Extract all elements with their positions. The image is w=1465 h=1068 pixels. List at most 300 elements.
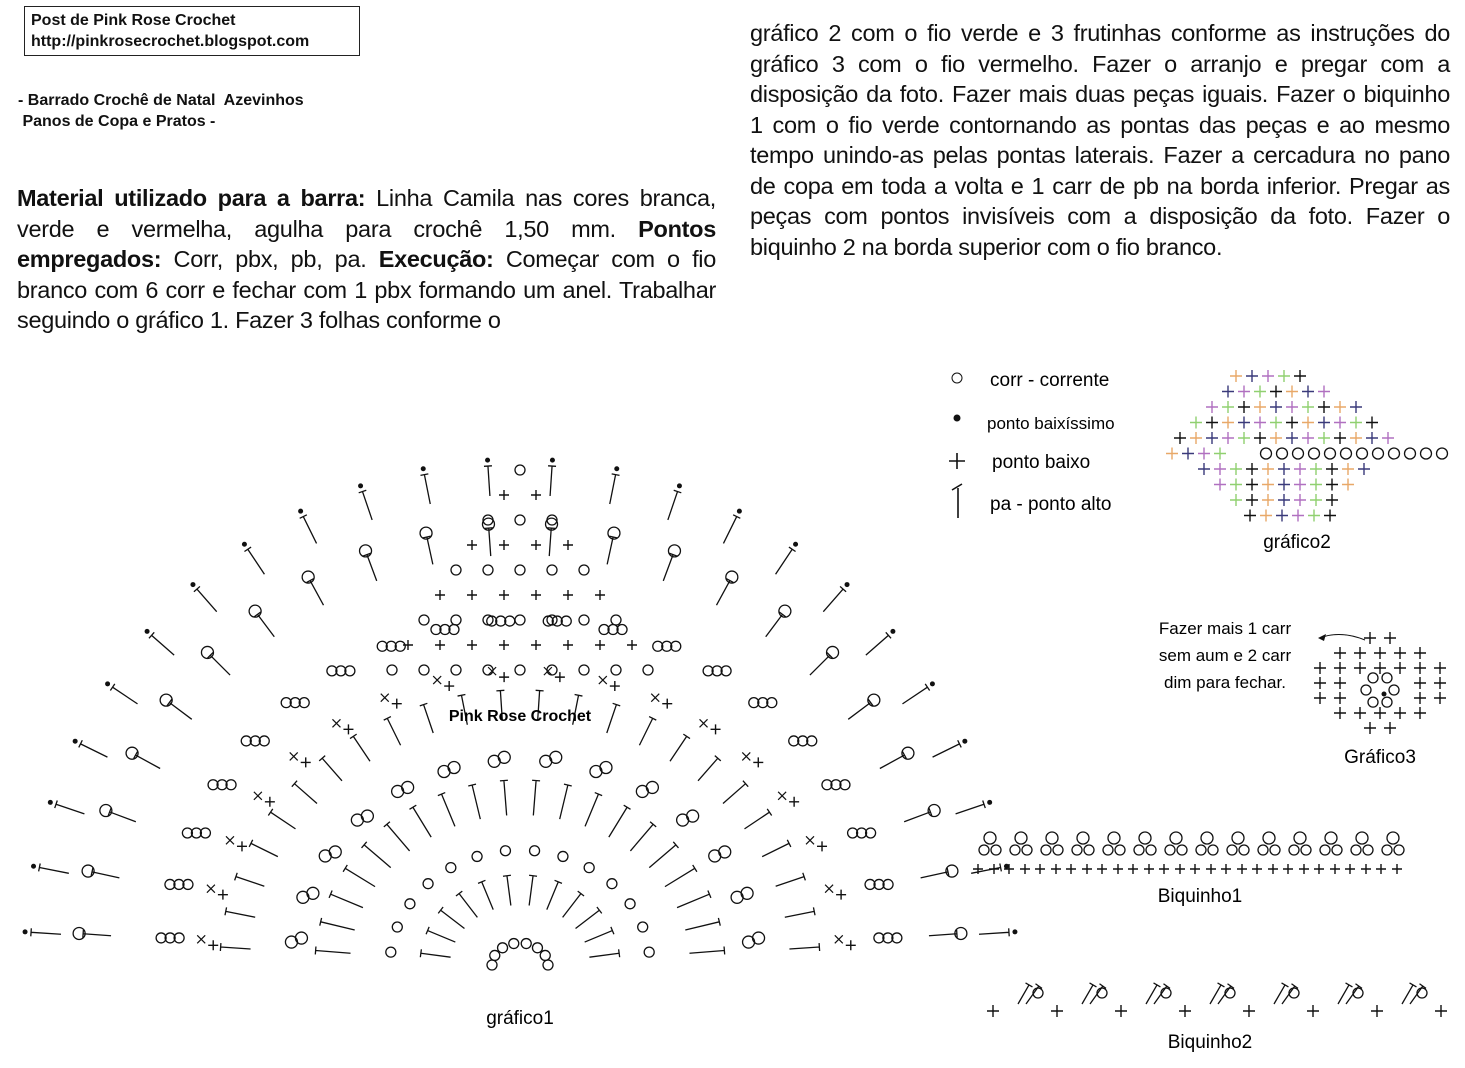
chain-stitch	[1382, 697, 1392, 707]
single-crochet-stitch	[662, 699, 672, 709]
single-crochet-stitch	[1374, 662, 1386, 674]
cross-stitch	[207, 885, 215, 893]
chain-stitch	[498, 751, 510, 763]
single-crochet-stitch	[1113, 864, 1123, 874]
double-crochet-stitch	[668, 490, 681, 520]
chain-stitch	[392, 922, 402, 932]
single-crochet-stitch	[1326, 494, 1338, 506]
cross-stitch	[651, 694, 659, 702]
double-crochet-stitch	[563, 891, 584, 917]
chain-stitch	[1341, 448, 1352, 459]
double-crochet-stitch	[420, 474, 430, 504]
double-crochet-stitch	[149, 632, 174, 655]
single-crochet-stitch	[1414, 677, 1426, 689]
double-crochet-stitch	[268, 809, 295, 829]
single-crochet-stitch	[1238, 386, 1250, 398]
slip-stitch	[23, 929, 28, 934]
chain-stitch	[1351, 845, 1361, 855]
single-crochet-stitch	[1318, 432, 1330, 444]
single-crochet-stitch	[1260, 510, 1272, 522]
chain-stitch	[991, 845, 1001, 855]
chain-stitch	[201, 646, 213, 658]
single-crochet-stitch	[1128, 864, 1138, 874]
double-crochet-stitch	[79, 740, 108, 757]
double-crochet-stitch	[979, 928, 1009, 936]
double-crochet-stitch	[456, 891, 477, 917]
chain-stitch	[515, 615, 525, 625]
single-crochet-stitch	[1278, 494, 1290, 506]
single-crochet-stitch	[435, 640, 445, 650]
single-crochet-stitch	[1334, 662, 1346, 674]
chain-stitch	[584, 863, 594, 873]
single-crochet-stitch	[1308, 510, 1320, 522]
single-crochet-stitch	[1392, 864, 1402, 874]
chain-stitch	[1263, 832, 1275, 844]
double-crochet-stitch	[560, 784, 572, 819]
single-crochet-stitch	[595, 590, 605, 600]
chain-stitch	[1389, 685, 1399, 695]
slip-stitch	[242, 542, 247, 547]
single-crochet-stitch	[1394, 647, 1406, 659]
single-crochet-stitch	[1334, 432, 1346, 444]
single-crochet-stitch	[1376, 864, 1386, 874]
double-crochet-stitch	[929, 930, 957, 938]
chain-stitch	[515, 565, 525, 575]
single-crochet-stitch	[595, 640, 605, 650]
single-crochet-stitch	[1174, 432, 1186, 444]
pontos-label: Pontos empregados:	[17, 215, 716, 272]
cross-stitch	[599, 676, 607, 684]
chain-stitch	[1309, 448, 1320, 459]
chain-stitch	[295, 932, 307, 944]
chain-stitch	[607, 879, 617, 889]
single-crochet-stitch	[1334, 692, 1346, 704]
chain-stitch	[329, 846, 341, 858]
single-crochet-stitch	[1330, 864, 1340, 874]
double-crochet-stitch	[319, 756, 342, 781]
single-crochet-stitch	[1310, 463, 1322, 475]
single-crochet-stitch	[1294, 479, 1306, 491]
chain-stitch	[979, 845, 989, 855]
single-crochet-stitch	[1294, 370, 1306, 382]
double-crochet-icon	[952, 484, 962, 518]
chain-stitch	[1146, 845, 1156, 855]
double-crochet-stitch	[698, 756, 721, 781]
single-crochet-stitch	[1270, 417, 1282, 429]
double-crochet-stitch	[532, 780, 540, 815]
double-crochet-stitch	[500, 780, 508, 815]
double-crochet-stitch	[110, 684, 137, 704]
chain-stitch	[1022, 845, 1032, 855]
single-crochet-stitch	[467, 540, 477, 550]
chain-stitch	[646, 781, 658, 793]
chain-stitch	[1010, 845, 1020, 855]
double-crochet-stitch	[220, 943, 250, 951]
single-crochet-stitch	[1361, 864, 1371, 874]
slip-stitch	[793, 542, 798, 547]
single-crochet-stitch	[1286, 401, 1298, 413]
chain-stitch	[1382, 673, 1392, 683]
double-crochet-stitch	[292, 781, 317, 804]
grafico2-label: gráfico2	[1263, 532, 1331, 553]
double-crochet-stitch	[83, 930, 111, 938]
single-crochet-stitch	[1244, 510, 1256, 522]
single-crochet-stitch	[1314, 677, 1326, 689]
single-crochet-stitch	[1314, 662, 1326, 674]
chain-stitch	[611, 615, 621, 625]
single-crochet-stitch	[1354, 647, 1366, 659]
single-crochet-stitch	[1334, 417, 1346, 429]
watermark: Pink Rose Crochet	[448, 708, 592, 725]
single-crochet-stitch	[1262, 370, 1274, 382]
single-crochet-stitch	[753, 757, 763, 767]
slip-stitch	[962, 739, 967, 744]
double-crochet-stitch	[478, 880, 493, 909]
single-crochet-stitch	[1066, 864, 1076, 874]
chain-stitch	[1293, 448, 1304, 459]
double-crochet-stitch	[420, 703, 433, 733]
single-crochet-stitch	[1254, 401, 1266, 413]
chain-stitch	[448, 762, 460, 774]
chain-stitch	[1170, 832, 1182, 844]
single-crochet-stitch	[1254, 432, 1266, 444]
single-crochet-stitch	[1051, 864, 1061, 874]
slip-stitch	[190, 582, 195, 587]
single-crochet-stitch	[467, 590, 477, 600]
single-crochet-stitch	[1435, 1005, 1447, 1017]
chain-stitch	[719, 846, 731, 858]
single-crochet-stitch	[1278, 370, 1290, 382]
grafico3-note	[1159, 619, 1365, 692]
cross-stitch	[742, 752, 750, 760]
double-crochet-stitch	[609, 805, 631, 837]
single-crochet-stitch	[1286, 386, 1298, 398]
chain-stitch	[1289, 845, 1299, 855]
single-crochet-stitch	[499, 590, 509, 600]
chain-stitch	[451, 665, 461, 675]
chain-stitch	[741, 887, 753, 899]
chain-stitch	[1208, 845, 1218, 855]
chain-stitch	[530, 846, 540, 856]
single-crochet-stitch	[1342, 479, 1354, 491]
single-crochet-stitch	[1414, 662, 1426, 674]
chain-stitch	[1356, 832, 1368, 844]
slip-stitch	[845, 582, 850, 587]
double-crochet-stitch	[933, 740, 962, 757]
single-crochet-stitch	[1246, 479, 1258, 491]
legend	[949, 370, 1115, 518]
single-crochet-stitch	[1318, 417, 1330, 429]
double-crochet-stitch	[744, 809, 771, 829]
cross-stitch	[226, 836, 234, 844]
single-crochet-stitch	[1166, 448, 1178, 460]
credit-line: Post de Pink Rose Crochet	[31, 12, 236, 29]
chain-stitch	[1361, 685, 1371, 695]
single-crochet-stitch	[563, 540, 573, 550]
double-crochet-stitch	[677, 891, 711, 908]
chain-stitch	[1165, 845, 1175, 855]
double-crochet-stitch	[607, 536, 617, 564]
chain-stitch	[1270, 845, 1280, 855]
single-crochet-stitch	[1198, 448, 1210, 460]
chain-stitch	[515, 515, 525, 525]
biquinho2-chart	[987, 983, 1465, 1017]
chain-stitch	[1325, 448, 1336, 459]
chain-stitch	[1134, 845, 1144, 855]
single-crochet-stitch	[1190, 417, 1202, 429]
execucao-text: Começar com o fio branco com 6 corr e fechar com 1 pbx formando um anel. Trabalhar seguindo o gráfico 1. Fazer 3 folhas conforme o	[17, 246, 716, 333]
chain-stitch	[387, 665, 397, 675]
title-line-2: Panos de Copa e Pratos -	[18, 113, 216, 130]
single-crochet-stitch	[1214, 479, 1226, 491]
double-crochet-stitch	[585, 927, 614, 942]
single-crochet-stitch	[1198, 463, 1210, 475]
single-crochet-stitch	[555, 672, 565, 682]
chain-stitch	[419, 665, 429, 675]
chain-stitch	[644, 947, 654, 957]
single-crochet-stitch	[208, 940, 218, 950]
single-crochet-stitch	[1302, 401, 1314, 413]
single-crochet-stitch	[1230, 370, 1242, 382]
double-crochet-stitch	[547, 528, 555, 556]
double-crochet-stitch	[329, 891, 363, 908]
cross-stitch	[381, 694, 389, 702]
chain-stitch	[1325, 832, 1337, 844]
single-crochet-stitch	[1294, 463, 1306, 475]
single-crochet-stitch	[846, 940, 856, 950]
single-crochet-stitch	[1237, 864, 1247, 874]
single-crochet-stitch	[1190, 864, 1200, 874]
single-crochet-stitch	[1144, 864, 1154, 874]
double-crochet-stitch	[55, 800, 85, 813]
double-crochet-stitch	[776, 873, 806, 886]
single-crochet-stitch	[531, 540, 541, 550]
chain-stitch	[446, 863, 456, 873]
chain-stitch	[1015, 832, 1027, 844]
chain-stitch	[1227, 845, 1237, 855]
chain-stitch	[307, 887, 319, 899]
single-crochet-stitch	[1350, 417, 1362, 429]
chain-stitch	[1201, 832, 1213, 844]
single-crochet-stitch	[1292, 510, 1304, 522]
chain-stitch	[1363, 845, 1373, 855]
single-crochet-stitch	[1190, 432, 1202, 444]
double-crochet-stitch	[956, 800, 986, 813]
chain-stitch	[579, 565, 589, 575]
single-crochet-stitch	[563, 640, 573, 650]
double-crochet-stitch	[343, 865, 375, 887]
single-crochet-stitch	[1082, 864, 1092, 874]
single-crochet-stitch	[789, 797, 799, 807]
single-crochet-stitch	[1382, 432, 1394, 444]
cross-stitch	[806, 836, 814, 844]
single-crochet-stitch	[1326, 463, 1338, 475]
chain-stitch	[558, 851, 568, 861]
single-crochet-stitch	[531, 640, 541, 650]
title-line-1: - Barrado Crochê de Natal Azevinhos	[18, 92, 304, 109]
double-crochet-stitch	[438, 793, 455, 827]
chain-stitch	[638, 922, 648, 932]
single-crochet-stitch	[1334, 707, 1346, 719]
chain-stitch	[1239, 845, 1249, 855]
double-crochet-stitch	[685, 918, 720, 930]
chain-stitch	[1077, 832, 1089, 844]
slip-stitch	[105, 681, 110, 686]
single-crochet-stitch	[1434, 662, 1446, 674]
chain-stitch	[1320, 845, 1330, 855]
chain-stitch	[643, 665, 653, 675]
double-crochet-stitch	[902, 684, 929, 704]
chain-stitch	[687, 810, 699, 822]
material-label: Material utilizado para a barra:	[17, 185, 366, 211]
chain-stitch	[1368, 697, 1378, 707]
slip-stitch	[358, 483, 363, 488]
chain-stitch	[405, 899, 415, 909]
chain-stitch	[1072, 845, 1082, 855]
slip-stitch	[614, 466, 619, 471]
cross-stitch	[825, 885, 833, 893]
chain-stitch	[1389, 448, 1400, 459]
single-crochet-stitch	[1238, 401, 1250, 413]
chain-stitch	[1046, 832, 1058, 844]
double-crochet-stitch	[409, 805, 431, 837]
single-crochet-stitch	[1283, 864, 1293, 874]
single-crochet-stitch	[1384, 722, 1396, 734]
single-crochet-stitch	[1262, 479, 1274, 491]
single-crochet-stitch	[1206, 864, 1216, 874]
chain-stitch	[1382, 845, 1392, 855]
legend-label: corr - corrente	[990, 370, 1110, 391]
single-crochet-stitch	[1254, 386, 1266, 398]
chain-stitch	[1332, 845, 1342, 855]
chain-stitch	[483, 565, 493, 575]
double-crochet-stitch	[785, 907, 815, 917]
single-crochet-stitch	[1262, 494, 1274, 506]
single-crochet-stitch	[1252, 864, 1262, 874]
single-crochet-stitch	[444, 681, 454, 691]
slip-stitch	[73, 739, 78, 744]
chain-stitch	[827, 646, 839, 658]
double-crochet-stitch	[249, 840, 278, 857]
double-crochet-stitch	[766, 612, 786, 637]
single-crochet-stitch	[1182, 448, 1194, 460]
chain-stitch	[361, 810, 373, 822]
chain-stitch	[1387, 832, 1399, 844]
chain-stitch	[1373, 448, 1384, 459]
single-crochet-stitch	[1214, 448, 1226, 460]
single-crochet-stitch	[1276, 510, 1288, 522]
slip-stitch	[930, 681, 935, 686]
single-crochet-stitch	[1179, 1005, 1191, 1017]
single-crochet-stitch	[1318, 386, 1330, 398]
chain-stitch	[521, 939, 531, 949]
single-crochet-stitch	[1414, 707, 1426, 719]
chain-stitch	[419, 615, 429, 625]
execucao-label: Execução:	[378, 246, 494, 272]
double-crochet-stitch	[848, 699, 873, 719]
chain-stitch	[532, 943, 542, 953]
chain-stitch	[1084, 845, 1094, 855]
grafico3-berry-chart	[1314, 632, 1446, 734]
chain-stitch	[509, 939, 519, 949]
chain-stitch	[515, 465, 525, 475]
double-crochet-stitch	[350, 734, 370, 761]
chain-stitch	[515, 665, 525, 675]
single-crochet-stitch	[1414, 692, 1426, 704]
chain-stitch	[487, 960, 497, 970]
double-crochet-stitch	[1338, 983, 1352, 1004]
slip-stitch	[890, 629, 895, 634]
chain-stitch	[1258, 845, 1268, 855]
double-crochet-stitch	[31, 928, 61, 936]
cross-stitch	[835, 935, 843, 943]
single-crochet-stitch	[1206, 417, 1218, 429]
single-crochet-stitch	[1302, 432, 1314, 444]
double-crochet-stitch	[639, 717, 656, 746]
double-crochet-stitch	[547, 880, 562, 909]
single-crochet-stitch	[499, 540, 509, 550]
single-crochet-stitch	[1394, 707, 1406, 719]
single-crochet-stitch	[1214, 463, 1226, 475]
single-crochet-stitch	[218, 890, 228, 900]
double-crochet-stitch	[589, 949, 619, 957]
chain-stitch	[451, 615, 461, 625]
single-crochet-stitch	[836, 890, 846, 900]
single-crochet-stitch	[1115, 1005, 1127, 1017]
single-crochet-stitch	[435, 590, 445, 600]
chain-stitch	[1261, 448, 1272, 459]
chain-stitch	[984, 832, 996, 844]
single-crochet-stitch	[1159, 864, 1169, 874]
single-crochet-stitch	[1230, 479, 1242, 491]
chain-stitch	[498, 943, 508, 953]
single-crochet-stitch	[392, 699, 402, 709]
single-crochet-stitch	[1246, 463, 1258, 475]
double-crochet-stitch	[866, 632, 891, 655]
single-crochet-stitch	[1366, 432, 1378, 444]
single-crochet-stitch	[1268, 864, 1278, 874]
chain-stitch	[547, 565, 557, 575]
single-crochet-stitch	[1222, 417, 1234, 429]
chain-stitch	[579, 615, 589, 625]
single-crochet-stitch	[1246, 494, 1258, 506]
single-crochet-stitch	[1270, 432, 1282, 444]
slip-stitch	[737, 509, 742, 514]
chain-stitch	[1301, 845, 1311, 855]
single-crochet-stitch	[1222, 432, 1234, 444]
grafico2-leaf-chart	[1166, 370, 1448, 522]
single-crochet-stitch	[1374, 707, 1386, 719]
chain-stitch	[579, 665, 589, 675]
single-crochet-stitch	[563, 590, 573, 600]
double-crochet-stitch	[789, 943, 819, 951]
chain-stitch	[753, 932, 765, 944]
chain-stitch	[472, 851, 482, 861]
cross-stitch	[778, 792, 786, 800]
slip-stitch	[1004, 864, 1009, 869]
slip-stitch-dot-icon	[954, 415, 961, 422]
double-crochet-stitch	[723, 515, 740, 544]
double-crochet-stitch	[167, 699, 192, 719]
chain-stitch	[600, 762, 612, 774]
slip-stitch	[298, 509, 303, 514]
double-crochet-stitch	[254, 612, 274, 637]
chain-stitch	[451, 565, 461, 575]
double-crochet-stitch	[649, 842, 678, 868]
double-crochet-stitch	[384, 717, 401, 746]
double-crochet-stitch	[1402, 983, 1416, 1004]
single-crochet-stitch	[1278, 479, 1290, 491]
